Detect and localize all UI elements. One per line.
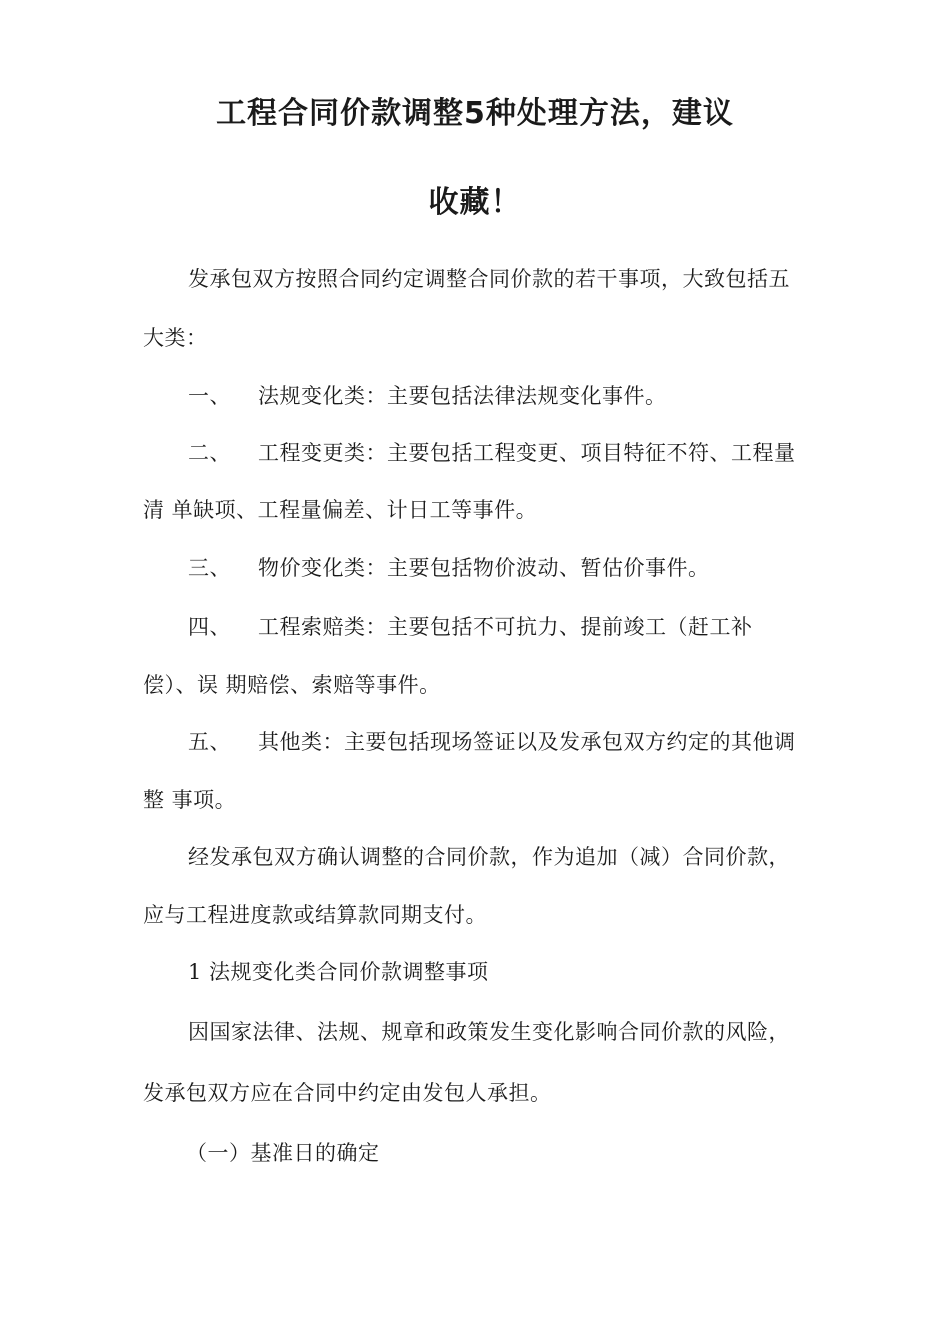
list-item-5-number: 五、 — [188, 730, 231, 754]
list-item-1-number: 一、 — [188, 384, 231, 408]
list-item-2-number: 二、 — [188, 441, 231, 465]
list-item-5 — [188, 726, 796, 756]
intro-paragraph-line-1: 发承包双方按照合同约定调整合同价款的若干事项，大致包括五 — [188, 267, 790, 291]
list-item-5-text: 其他类：主要包括现场签证以及发承包双方约定的其他调 — [258, 730, 796, 754]
section-1-heading: 1 法规变化类合同价款调整事项 — [188, 960, 489, 984]
list-item-2-continuation: 清 单缺项、工程量偏差、计日工等事件。 — [143, 498, 538, 522]
list-item-4-number: 四、 — [188, 615, 231, 639]
paragraph-2-line-2: 应与工程进度款或结算款同期支付。 — [143, 903, 487, 927]
list-item-1-text: 法规变化类：主要包括法律法规变化事件。 — [258, 384, 667, 408]
intro-paragraph-line-2: 大类： — [143, 326, 208, 350]
list-item-5-continuation: 整 事项。 — [143, 788, 237, 812]
list-item-4 — [188, 611, 753, 641]
list-item-2 — [188, 437, 796, 467]
list-item-4-continuation: 偿）、误 期赔偿、索赔等事件。 — [143, 673, 441, 697]
list-item-4-text: 工程索赔类：主要包括不可抗力、提前竣工（赶工补 — [258, 615, 753, 639]
document-title-line-2: 收藏！ — [428, 185, 522, 220]
list-item-3-number: 三、 — [188, 556, 231, 580]
list-item-2-text: 工程变更类：主要包括工程变更、项目特征不符、工程量 — [258, 441, 796, 465]
paragraph-3-line-2: 发承包双方应在合同中约定由发包人承担。 — [143, 1081, 552, 1105]
list-item-3-text: 物价变化类：主要包括物价波动、暂估价事件。 — [258, 556, 710, 580]
subheading-baseline-date: （一）基准日的确定 — [186, 1141, 380, 1165]
list-item-1 — [188, 380, 667, 410]
document-title-line-1: 工程合同价款调整5种处理方法，建议 — [216, 96, 734, 131]
paragraph-3-line-1: 因国家法律、法规、规章和政策发生变化影响合同价款的风险， — [188, 1020, 790, 1044]
list-item-3 — [188, 552, 710, 582]
paragraph-2-line-1: 经发承包双方确认调整的合同价款，作为追加（减）合同价款， — [188, 845, 790, 869]
